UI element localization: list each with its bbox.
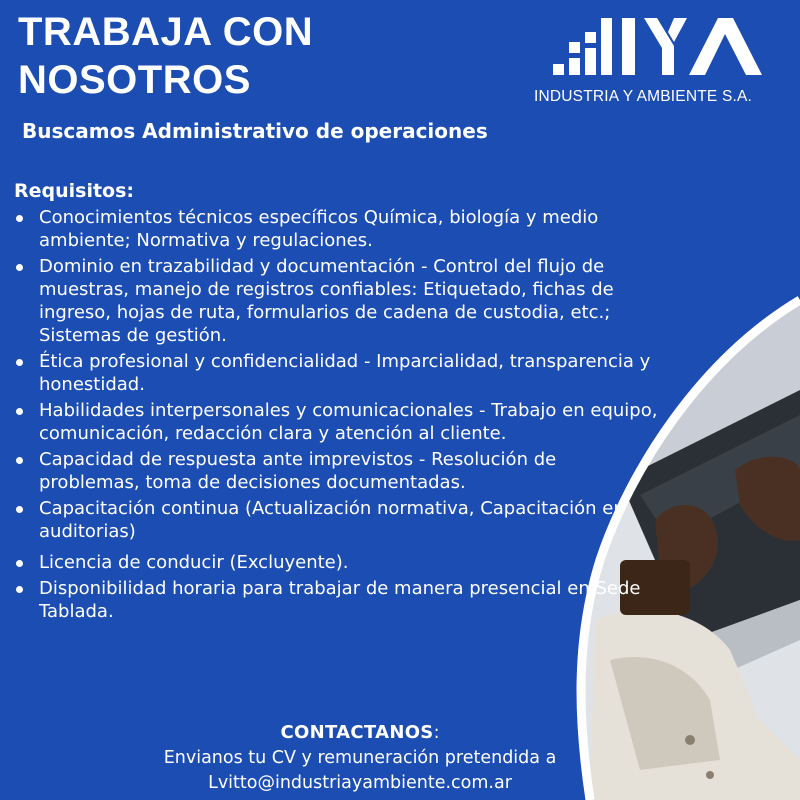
contact-title: CONTACTANOS <box>280 722 434 743</box>
requirement-text: Habilidades interpersonales y comunicacionales - Trabajo en equipo, comunicación, redacción clara y atención al cliente. <box>39 400 658 444</box>
requirement-text: Licencia de conducir (Excluyente). <box>39 552 349 573</box>
list-item <box>0 577 660 623</box>
job-subtitle: Buscamos Administrativo de operaciones <box>22 119 488 143</box>
contact-email: Lvitto@industriayambiente.com.ar <box>208 773 512 793</box>
requirement-text: Conocimientos técnicos específicos Química, biología y medio ambiente; Normativa y regulaciones. <box>39 207 599 251</box>
list-item <box>0 255 660 347</box>
bullet-icon <box>16 408 23 415</box>
bullet-icon <box>16 215 23 222</box>
list-item <box>0 551 660 574</box>
title-line-1: TRABAJA CON <box>18 10 314 54</box>
requirements-heading: Requisitos: <box>14 180 135 202</box>
list-item <box>0 399 660 445</box>
bullet-icon <box>16 457 23 464</box>
requirement-text: Capacitación continua (Actualización normativa, Capacitación en auditorias) <box>39 498 625 542</box>
requirements-list <box>0 206 660 626</box>
list-item <box>0 448 660 494</box>
bullet-icon <box>16 560 23 567</box>
bullet-icon <box>16 359 23 366</box>
contact-instructions: Envianos tu CV y remuneración pretendida a <box>163 748 557 768</box>
list-item <box>0 350 660 396</box>
title-line-2: NOSOTROS <box>18 58 251 102</box>
requirement-text: Ética profesional y confidencialidad - Imparcialidad, transparencia y honestidad. <box>39 351 651 395</box>
bullet-icon <box>16 506 23 513</box>
requirement-text: Capacidad de respuesta ante imprevistos - Resolución de problemas, toma de decisiones documentadas. <box>39 449 557 493</box>
bullet-icon <box>16 586 23 593</box>
bullet-icon <box>16 264 23 271</box>
page-title <box>18 8 313 104</box>
requirement-text: Disponibilidad horaria para trabajar de manera presencial en Sede Tablada. <box>39 578 641 622</box>
contact-heading <box>150 720 570 746</box>
list-item <box>0 497 660 543</box>
company-name: INDUSTRIA Y AMBIENTE S.A. <box>534 88 753 105</box>
contact-section <box>150 720 570 796</box>
list-item <box>0 206 660 252</box>
requirement-text: Dominio en trazabilidad y documentación - Control del flujo de muestras, manejo de registros confiables: Etiquetado, fichas de ingreso, hojas de ruta, formularios de cadena de custodia, etc.; Sistemas de gestión. <box>39 256 614 346</box>
contact-colon: : <box>433 723 440 743</box>
